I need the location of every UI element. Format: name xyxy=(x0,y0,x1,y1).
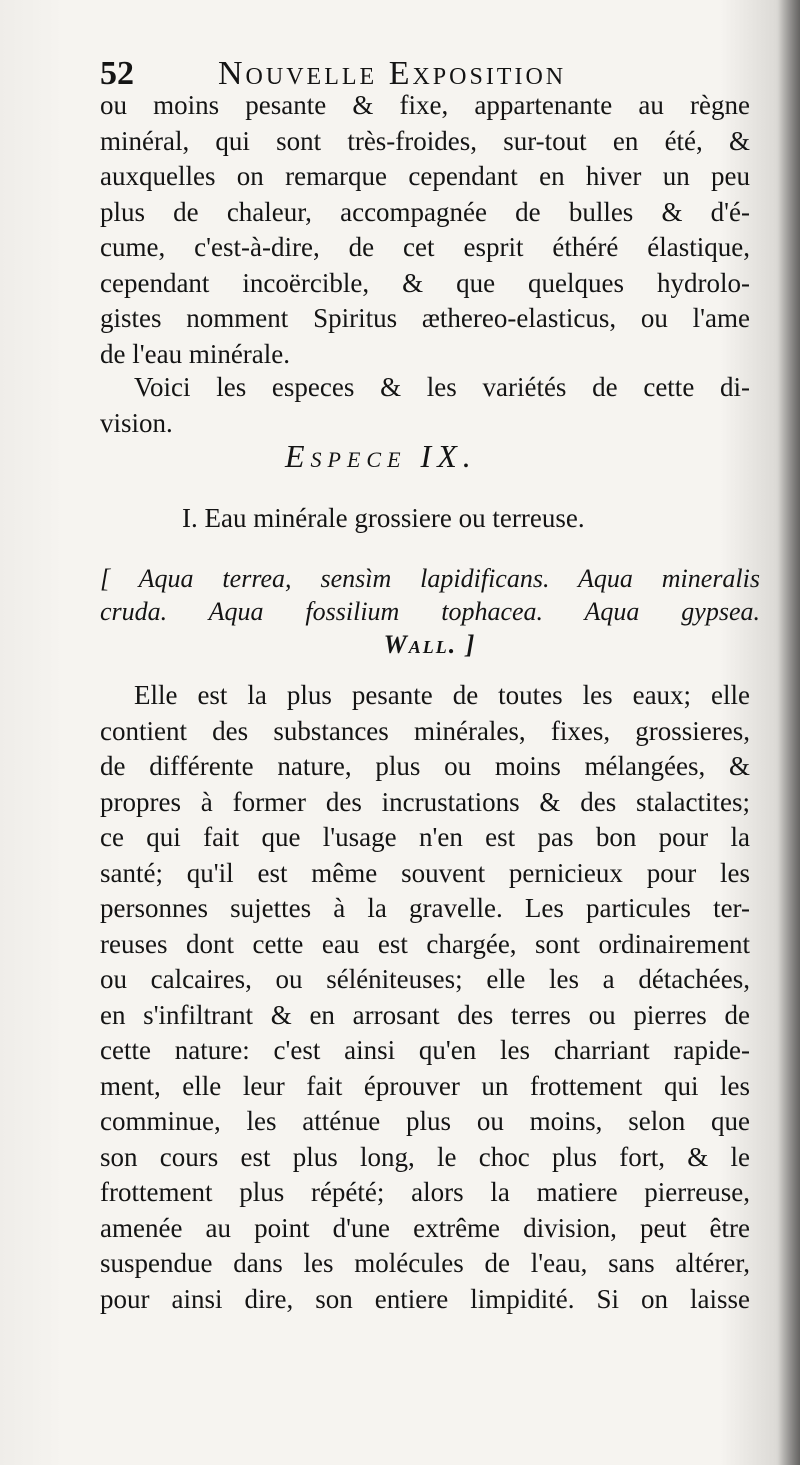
text-line: ce qui fait que l'usage n'en est pas bon pour la xyxy=(100,822,750,852)
running-title: Nouvelle Exposition xyxy=(218,55,567,92)
latin-line: [ Aqua terrea, sensìm lapidificans. Aqua mineralis xyxy=(100,564,760,593)
text-line: cependant incoërcible, & que quelques hydrolo- xyxy=(100,267,750,298)
paragraph-divisions xyxy=(100,370,750,441)
text-line: auxquelles on remarque cependant en hiver un peu xyxy=(100,161,750,191)
text-line: ou calcaires, ou séléniteuses; elle les a détachées, xyxy=(100,964,750,994)
text-line: de différente nature, plus ou moins mélangées, & xyxy=(100,751,750,781)
paragraph-description xyxy=(100,678,750,1317)
text-line: ment, elle leur fait éprouver un frottement qui les xyxy=(100,1070,750,1101)
text-line: en s'infiltrant & en arrosant des terres ou pierres de xyxy=(100,999,750,1030)
text-line: frottement plus répété; alors la matiere pierreuse, xyxy=(100,1177,750,1207)
text-line: cette nature: c'est ainsi qu'en les charriant rapide- xyxy=(100,1035,750,1065)
section-heading-label: Espece xyxy=(285,438,407,474)
text-line: vision. xyxy=(100,407,173,438)
text-line: minéral, qui sont très-froides, sur-tout en été, & xyxy=(100,125,750,156)
latin-line: cruda. Aqua fossilium tophacea. Aqua gypsea. xyxy=(100,597,760,626)
text-line: gistes nomment Spiritus æthereo-elasticus, ou l'ame xyxy=(100,303,750,333)
section-heading xyxy=(285,436,605,476)
page-number: 52 xyxy=(100,55,134,92)
subsection-heading: I. Eau minérale grossiere ou terreuse. xyxy=(182,503,585,533)
text-line: cume, c'est-à-dire, de cet esprit éthéré élastique, xyxy=(100,232,750,262)
paragraph-intro xyxy=(100,88,750,372)
text-line: pour ainsi dire, son entiere limpidité. Si on laisse xyxy=(100,1283,750,1314)
text-line: propres à former des incrustations & des stalactites; xyxy=(100,786,750,817)
text-line: de l'eau minérale. xyxy=(100,338,291,369)
latin-synonyms xyxy=(100,562,760,661)
text-line: reuses dont cette eau est chargée, sont ordinairement xyxy=(100,928,750,959)
text-line: ou moins pesante & fixe, appartenante au règne xyxy=(100,90,750,120)
text-line: plus de chaleur, accompagnée de bulles & d'é- xyxy=(100,196,750,227)
text-line: comminue, les atténue plus ou moins, selon que xyxy=(100,1106,750,1136)
text-line: santé; qu'il est même souvent pernicieux pour les xyxy=(100,857,750,888)
text-line: Elle est la plus pesante de toutes les eaux; elle xyxy=(134,680,750,710)
text-line: son cours est plus long, le choc plus fort, & le xyxy=(100,1141,750,1172)
text-line: amenée au point d'une extrême division, peut être xyxy=(100,1212,750,1243)
section-heading-number: IX. xyxy=(420,438,477,474)
page-gutter-shadow xyxy=(778,0,800,1465)
text-line: contient des substances minérales, fixes, grossieres, xyxy=(100,715,750,746)
latin-attribution: Wall. ] xyxy=(383,630,477,659)
text-line: personnes sujettes à la gravelle. Les particules ter- xyxy=(100,893,750,923)
text-line: Voici les especes & les variétés de cette di- xyxy=(134,372,750,402)
text-line: suspendue dans les molécules de l'eau, sans altérer, xyxy=(100,1248,750,1278)
